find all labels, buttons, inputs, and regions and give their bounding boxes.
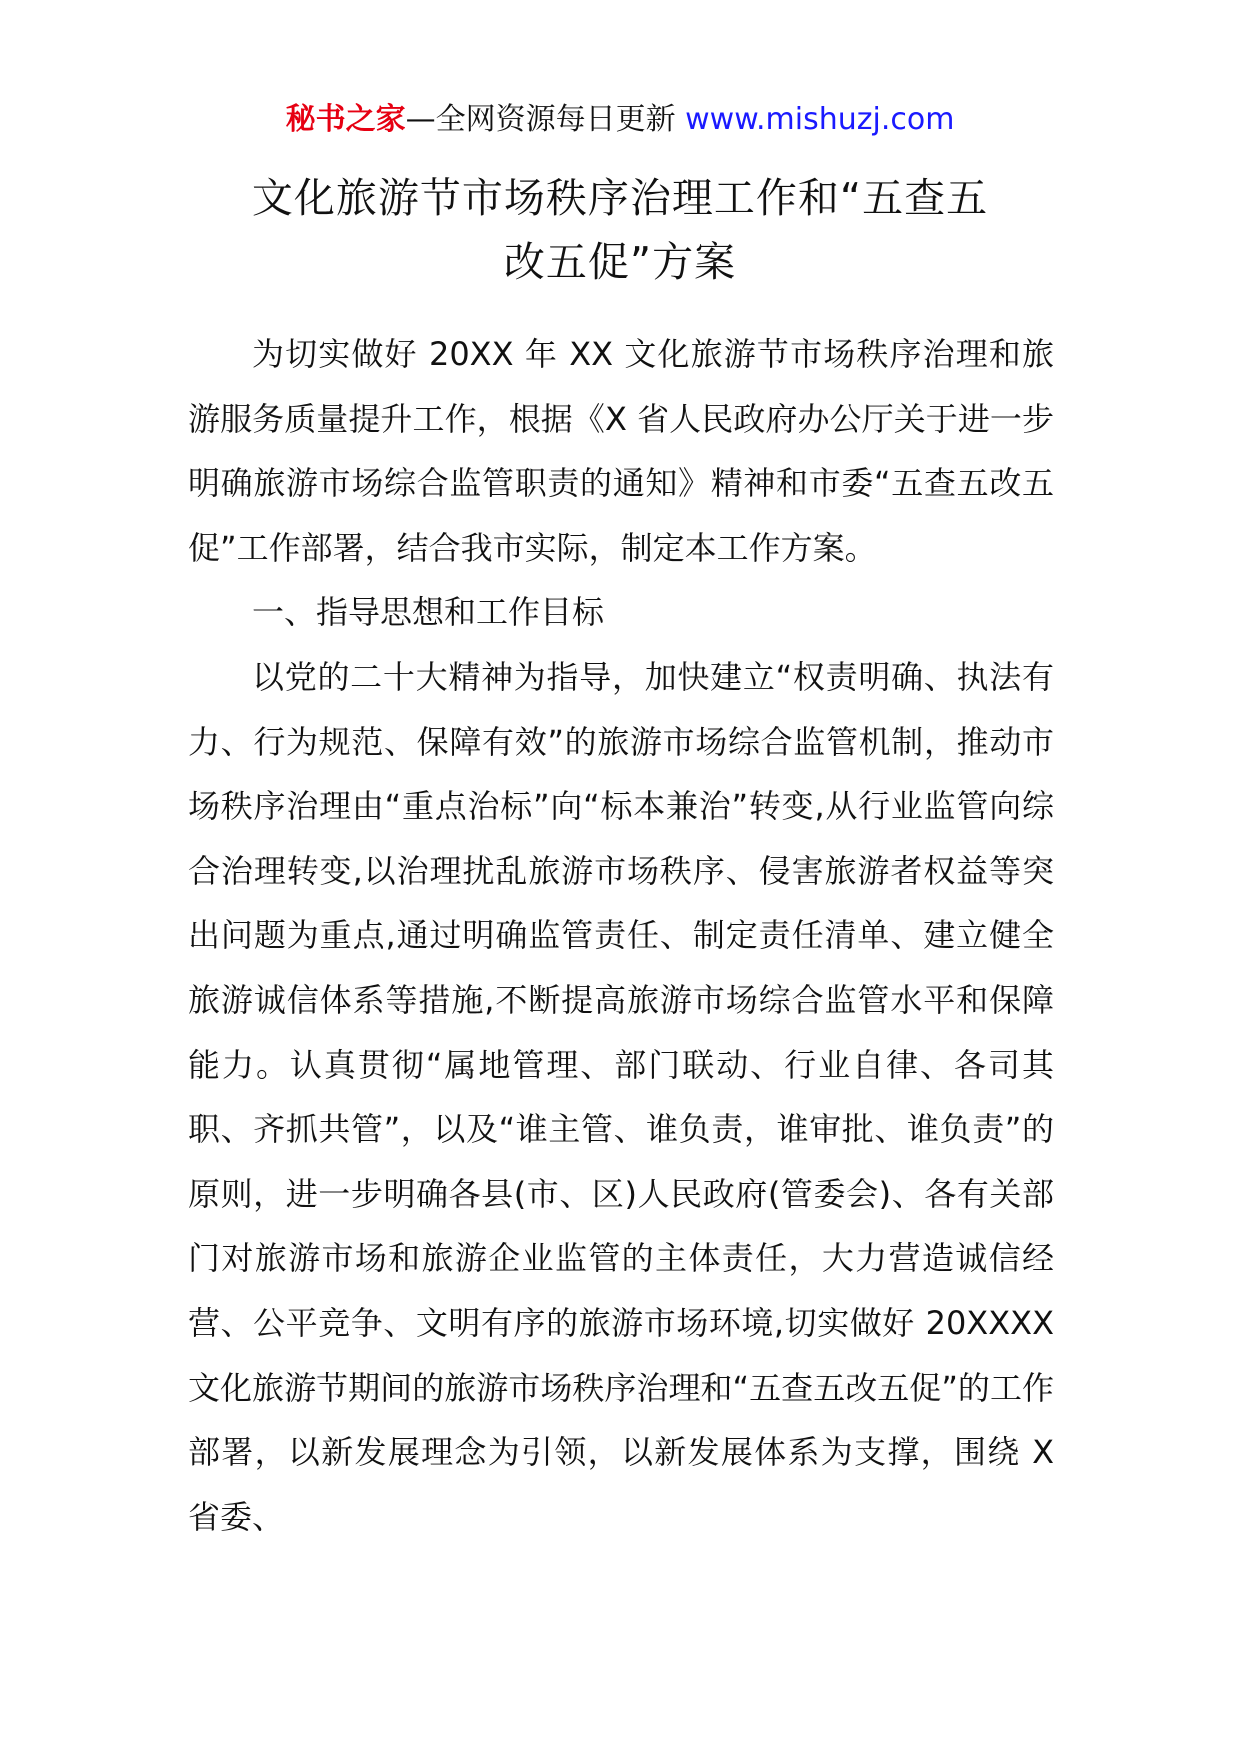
title-line-2: 改五促”方案 bbox=[503, 238, 737, 286]
section-paragraph: 以党的二十大精神为指导，加快建立“权责明确、执法有力、行为规范、保障有效”的旅游市场综合监管机制，推动市场秩序治理由“重点治标”向“标本兼治”转变,从行业监管向综合治理转变,以治理扰乱旅游市场秩序、侵害旅游者权益等突出问题为重点,通过明确监管责任、制定责任清单、建立健全旅游诚信体系等措施,不断提高旅游市场综合监管水平和保障能力。认真贯彻“属地管理、部门联动、行业自律、各司其职、齐抓共管”，以及“谁主管、谁负责，谁审批、谁负责”的原则，进一步明确各县(市、区)人民政府(管委会)、各有关部门对旅游市场和旅游企业监管的主体责任，大力营造诚信经营、公平竞争、文明有序的旅游市场环境,切实做好 20XXXX 文化旅游节期间的旅游市场秩序治理和“五查五改五促”的工作部署，以新发展理念为引领，以新发展体系为支撑，围绕 X 省委、 bbox=[188, 657, 1054, 1536]
document-body bbox=[188, 322, 1054, 1549]
site-slogan: —全网资源每日更新 bbox=[405, 102, 686, 137]
site-brand: 秘书之家 bbox=[285, 102, 406, 137]
intro-paragraph: 为切实做好 20XX 年 XX 文化旅游节市场秩序治理和旅游服务质量提升工作，根据《X 省人民政府办公厅关于进一步明确旅游市场综合监管职责的通知》精神和市委“五查五改五促”工作部署，结合我市实际，制定本工作方案。 bbox=[188, 335, 1054, 567]
site-header bbox=[0, 98, 1240, 142]
section-heading: 一、指导思想和工作目标 bbox=[252, 593, 605, 632]
site-url-link[interactable]: www.mishuzj.com bbox=[685, 102, 955, 137]
document-title bbox=[190, 166, 1050, 294]
title-line-1: 文化旅游节市场秩序治理工作和“五查五 bbox=[251, 174, 989, 222]
